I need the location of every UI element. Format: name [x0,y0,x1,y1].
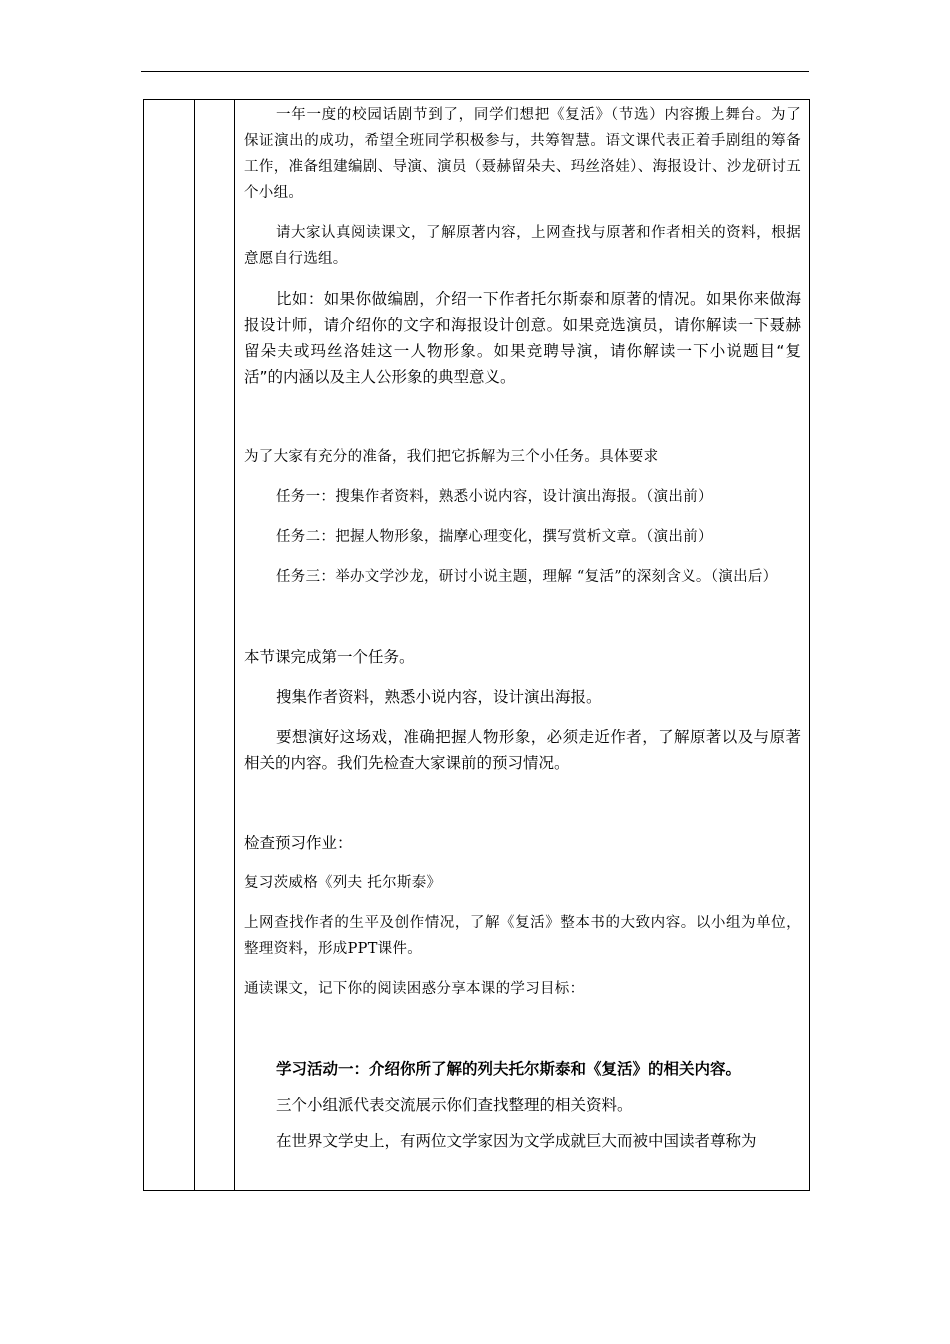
lesson-table [143,99,810,1191]
reading-item: 通读课文，记下你的阅读困惑分享本课的学习目标： [244,981,585,997]
first-task-restated: 搜集作者资料，熟悉小说内容，设计演出海报。 [276,688,602,706]
reading-instruction: 请大家认真阅读课文，了解原著内容，上网查找与原著和作者相关的资料，根据意愿自行选组。 [244,225,801,267]
lesson-content-cell [236,100,809,1190]
activity-one-instruction: 三个小组派代表交流展示你们查找整理的相关资料。 [276,1096,633,1114]
review-item: 复习茨威格《列夫 托尔斯泰》 [244,875,442,891]
intro-paragraph: 一年一度的校园话剧节到了，同学们想把《复活》（节选）内容搬上舞台。为了保证演出的成功，希望全班同学积极参与，共筹智慧。语文课代表正着手剧组的筹备工作，准备组建编剧、导演、演员（聂赫留朵夫、玛丝洛娃）、海报设计、沙龙研讨五个小组。 [244,107,801,201]
role-examples: 比如：如果你做编剧，介绍一下作者托尔斯泰和原著的情况。如果你来做海报设计师，请介绍你的文字和海报设计创意。如果竞选演员，请你解读一下聂赫留朵夫或玛丝洛娃这一人物形象。如果竞聘导演，请你解读一下小说题目“复活”的内涵以及主人公形象的典型意义。 [244,290,801,386]
task-one: 任务一：搜集作者资料，熟悉小说内容，设计演出海报。（演出前） [276,489,713,505]
literature-history-paragraph: 在世界文学史上，有两位文学家因为文学成就巨大而被中国读者尊称为 [276,1132,757,1150]
table-column-1 [144,100,195,1190]
approach-paragraph: 要想演好这场戏，准确把握人物形象，必须走近作者，了解原著以及与原著相关的内容。我们先检查大家课前的预习情况。 [244,728,801,772]
task-two: 任务二：把握人物形象，揣摩心理变化，撰写赏析文章。（演出前） [276,529,713,545]
task-intro: 为了大家有充分的准备，我们把它拆解为三个小任务。具体要求 [244,449,659,465]
homework-check-heading: 检查预习作业： [244,834,353,852]
research-item: 上网查找作者的生平及创作情况，了解《复活》整本书的大致内容。以小组为单位，整理资料，形成PPT课件。 [244,915,801,957]
lesson-goal: 本节课完成第一个任务。 [244,648,415,666]
table-column-2 [195,100,235,1190]
header-rule [141,71,809,72]
task-three: 任务三：举办文学沙龙，研讨小说主题，理解 “复活”的深刻含义。（演出后） [276,569,778,585]
activity-one-heading: 学习活动一：介绍你所了解的列夫托尔斯泰和《复活》的相关内容。 [276,1060,742,1078]
